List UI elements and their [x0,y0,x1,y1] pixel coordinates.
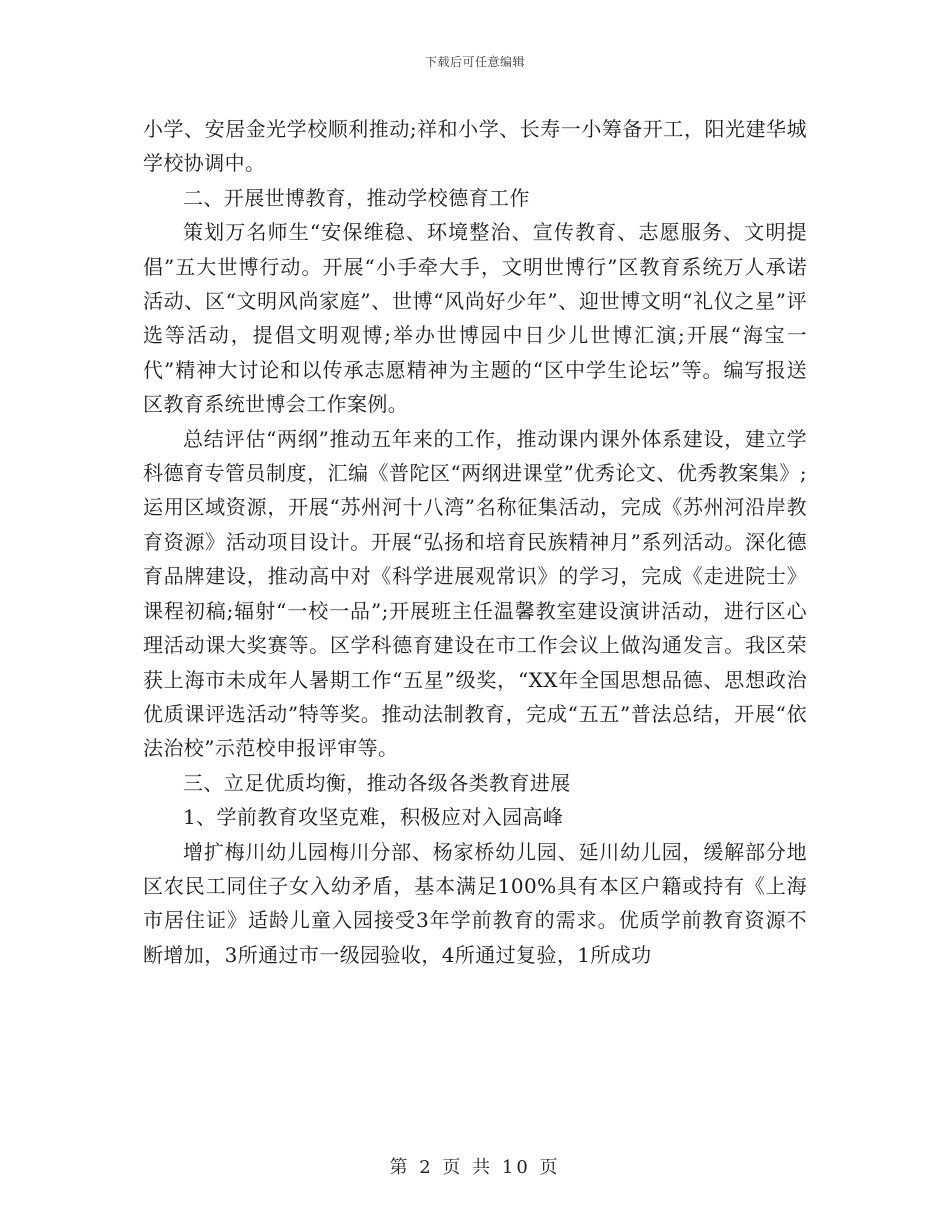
page-number-footer [0,1153,950,1179]
page-label-mid: 页 共 [442,1157,494,1178]
paragraph-3: 策划万名师生“安保维稳、环境整治、宣传教育、志愿服务、文明提倡”五大世博行动。开展“小手牵大手，文明世博行”区教育系统万人承诺活动、区“文明风尚家庭”、世博“风尚好少年”、迎世博文明“礼仪之星”评选等活动，提倡文明观博;举办世博园中日少儿世博汇演;开展“海宝一代”精神大讨论和以传承志愿精神为主题的“区中学生论坛”等。编写报送区教育系统世博会工作案例。 [143,220,807,417]
total-page-count: 10 [501,1157,531,1178]
paragraph-1: 小学、安居金光学校顺利推动;祥和小学、长寿一小筹备开工，阳光建华城学校协调中。 [143,117,807,176]
page-header-note: 下载后可任意编辑 [424,55,525,69]
current-page-number: 2 [419,1157,434,1178]
document-body [143,112,807,972]
section-heading-2: 二、开展世博教育，推动学校德育工作 [183,185,530,210]
section-heading-5: 三、立足优质均衡，推动各级各类教育进展 [183,770,571,795]
page-label-suffix: 页 [539,1157,561,1178]
paragraph-7: 增扩梅川幼儿园梅川分部、杨家桥幼儿园、延川幼儿园，缓解部分地区农民工同住子女入幼矛盾，基本满足100%具有本区户籍或持有《上海市居住证》适龄儿童入园接受3年学前教育的需求。优质学前教育资源不断增加，3所通过市一级园验收，4所通过复验，1所成功 [143,839,807,967]
page-label-prefix: 第 [389,1157,411,1178]
paragraph-4: 总结评估“两纲”推动五年来的工作，推动课内课外体系建设，建立学科德育专管员制度，汇编《普陀区“两纲进课堂”优秀论文、优秀教案集》;运用区域资源，开展“苏州河十八湾”名称征集活动，完成《苏州河沿岸教育资源》活动项目设计。开展“弘扬和培育民族精神月”系列活动。深化德育品牌建设，推动高中对《科学进展观常识》的学习，完成《走进院士》课程初稿;辐射“一校一品”;开展班主任温馨教室建设演讲活动，进行区心理活动课大奖赛等。区学科德育建设在市工作会议上做沟通发言。我区荣获上海市未成年人暑期工作“五星”级奖，“XX年全国思想品德、思想政治优质课评选活动”特等奖。推动法制教育，完成“五五”普法总结，开展“依法治校”示范校申报评审等。 [143,426,807,761]
subsection-heading-6: 1、学前教育攻坚克难，积极应对入园高峰 [183,805,564,830]
